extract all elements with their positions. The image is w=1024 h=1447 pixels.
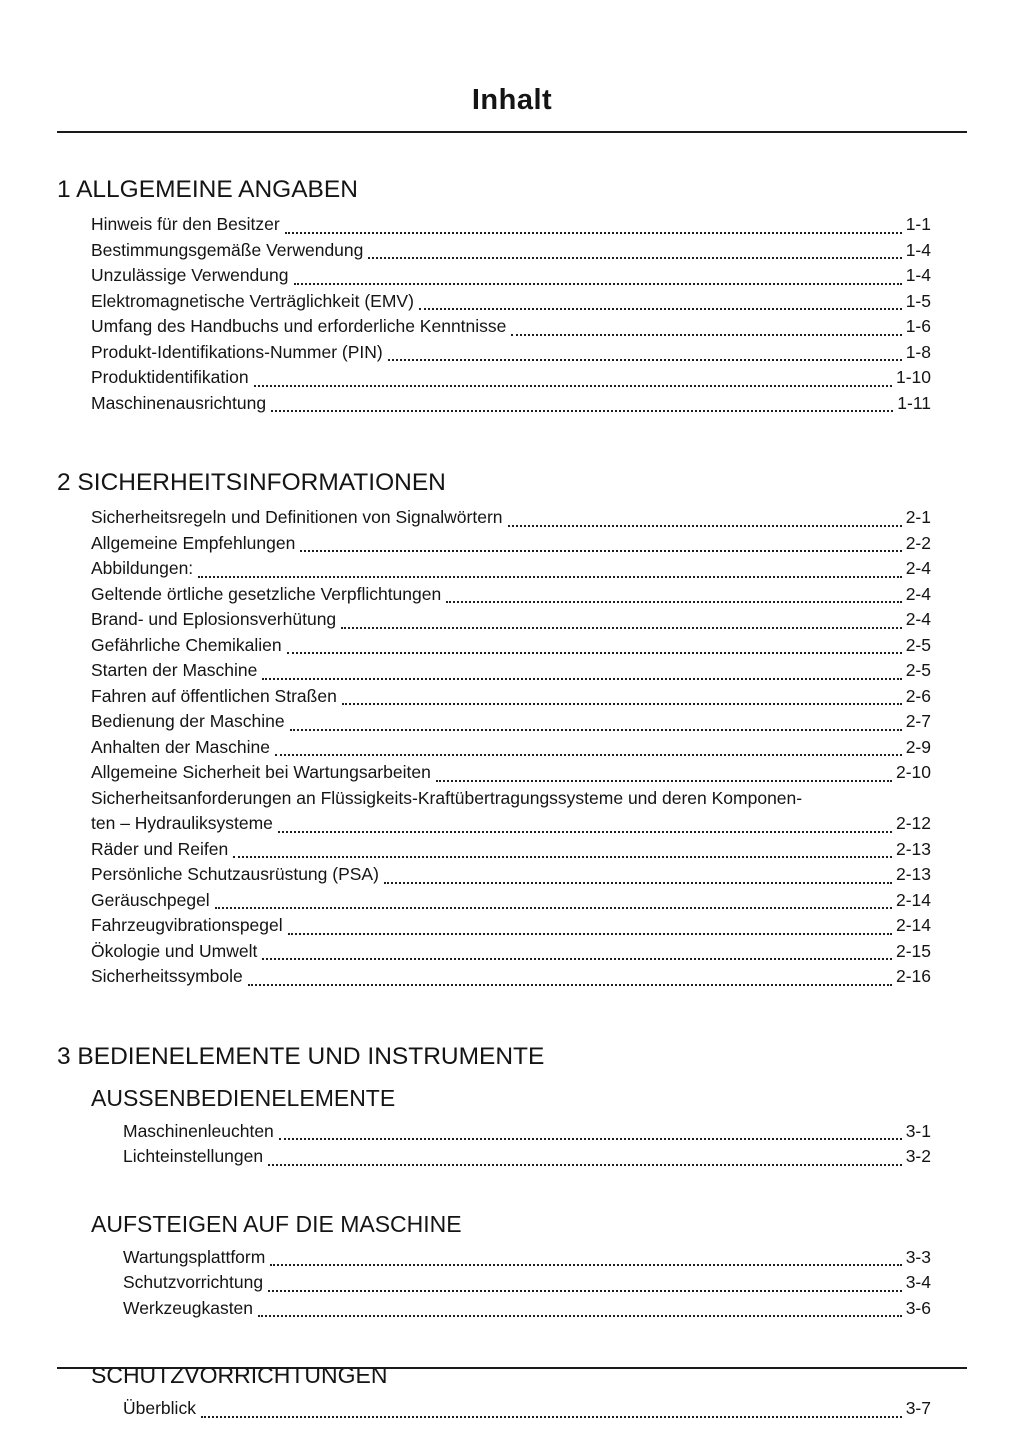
toc-section xyxy=(57,468,967,990)
page-number: 2-4 xyxy=(905,558,931,578)
dot-leader xyxy=(341,627,902,629)
toc-entry xyxy=(91,607,931,633)
entry-label: Sicherheitssymbole xyxy=(91,966,243,986)
entry-label: Abbildungen: xyxy=(91,558,194,578)
dot-leader xyxy=(279,1138,902,1140)
dot-leader xyxy=(290,729,902,731)
dot-leader xyxy=(368,257,901,259)
dot-leader xyxy=(258,1315,902,1317)
toc-section xyxy=(57,1042,967,1422)
dot-leader xyxy=(285,232,902,234)
toc-entry xyxy=(123,1296,931,1322)
entry-label: Gefährliche Chemikalien xyxy=(91,634,282,655)
toc-entry xyxy=(91,837,931,863)
toc-entries xyxy=(123,1119,931,1170)
entry-label: Wartungsplattform xyxy=(123,1246,266,1267)
entry-label: Lichteinstellungen xyxy=(123,1146,264,1166)
dot-leader xyxy=(288,933,892,935)
section-heading: 1 ALLGEMEINE ANGABEN xyxy=(57,176,358,203)
page-number: 2-4 xyxy=(905,609,931,629)
entry-label: Sicherheitsregeln und Definitionen von Signalwörtern xyxy=(91,507,503,527)
entry-label: Geltende örtliche gesetzliche Verpflichtungen xyxy=(91,583,442,604)
dot-leader xyxy=(248,984,892,986)
toc-entry xyxy=(91,582,931,608)
entry-label: Produktidentifikation xyxy=(91,367,249,387)
toc-entries xyxy=(91,212,931,416)
dot-leader xyxy=(254,385,892,387)
toc-entry xyxy=(123,1119,931,1145)
dot-leader xyxy=(287,652,902,654)
dot-leader xyxy=(300,550,901,552)
entry-label: Ökologie und Umwelt xyxy=(91,940,258,961)
page-number: 3-3 xyxy=(905,1246,931,1267)
toc-subsection xyxy=(57,1361,967,1422)
page-number: 2-7 xyxy=(905,711,931,731)
entry-label: Umfang des Handbuchs und erforderliche Kenntnisse xyxy=(91,316,507,336)
entry-label: Werkzeugkasten xyxy=(123,1297,254,1318)
entry-label: Anhalten der Maschine xyxy=(91,736,270,757)
toc-entry xyxy=(91,658,931,684)
entry-label: Allgemeine Empfehlungen xyxy=(91,532,296,553)
toc-entry xyxy=(91,391,931,417)
entry-label: Persönliche Schutzausrüstung (PSA) xyxy=(91,864,379,884)
dot-leader xyxy=(233,856,892,858)
toc-entry xyxy=(123,1270,931,1296)
entry-label: Fahren auf öffentlichen Straßen xyxy=(91,685,337,706)
entry-wrap-line: Sicherheitsanforderungen an Flüssigkeits-Kraftübertragungssysteme und deren Komponen- xyxy=(91,787,803,808)
page-number: 1-10 xyxy=(895,367,931,387)
dot-leader xyxy=(388,359,902,361)
entry-label: Brand- und Eplosionsverhütung xyxy=(91,609,337,629)
page-number: 1-5 xyxy=(905,290,931,311)
dot-leader xyxy=(436,780,892,782)
dot-leader xyxy=(278,831,892,833)
page-number: 1-4 xyxy=(905,239,931,260)
entry-label: Räder und Reifen xyxy=(91,838,229,859)
dot-leader xyxy=(508,525,902,527)
toc-entry xyxy=(91,263,931,289)
entry-label: Geräuschpegel xyxy=(91,889,210,910)
page-number: 2-5 xyxy=(905,634,931,655)
page-number: 1-6 xyxy=(905,316,931,336)
dot-leader xyxy=(275,754,902,756)
entry-label: Maschinenleuchten xyxy=(123,1120,274,1141)
entry-label: Bestimmungsgemäße Verwendung xyxy=(91,239,364,260)
subsection-heading: SCHUTZVORRICHTUNGEN xyxy=(91,1362,388,1388)
page-number: 3-4 xyxy=(905,1272,931,1292)
entry-label: Fahrzeugvibrationspegel xyxy=(91,915,283,935)
entry-label: Schutzvorrichtung xyxy=(123,1272,264,1292)
dot-leader xyxy=(215,907,892,909)
toc-entry xyxy=(91,709,931,735)
toc-entry xyxy=(91,888,931,914)
subsection-heading: AUSSENBEDIENELEMENTE xyxy=(91,1084,396,1111)
title-rule xyxy=(57,131,967,133)
page-number: 2-10 xyxy=(895,762,931,782)
toc-entry xyxy=(123,1245,931,1271)
page-number: 2-12 xyxy=(895,813,931,833)
toc-entries xyxy=(123,1396,931,1422)
entry-label: Produkt-Identifikations-Nummer (PIN) xyxy=(91,341,383,362)
toc-entry xyxy=(91,314,931,340)
dot-leader xyxy=(342,703,902,705)
toc-entry xyxy=(123,1396,931,1422)
bottom-rule xyxy=(57,1367,967,1369)
toc-entry xyxy=(91,862,931,888)
page-number: 3-6 xyxy=(905,1297,931,1318)
toc-entries xyxy=(91,505,931,990)
page-title: Inhalt xyxy=(471,84,553,116)
page-number: 2-4 xyxy=(905,583,931,604)
entry-label: Allgemeine Sicherheit bei Wartungsarbeiten xyxy=(91,762,431,782)
section-heading: 2 SICHERHEITSINFORMATIONEN xyxy=(57,469,446,496)
toc-entry xyxy=(91,633,931,659)
toc-subsection xyxy=(57,1210,967,1322)
toc-entry xyxy=(91,365,931,391)
toc-section xyxy=(57,175,967,416)
subsection-heading: AUFSTEIGEN AUF DIE MASCHINE xyxy=(91,1210,462,1237)
toc-entry xyxy=(91,212,931,238)
toc-entry xyxy=(91,505,931,531)
page-number: 1-11 xyxy=(897,392,931,413)
page-number: 2-6 xyxy=(905,685,931,706)
dot-leader xyxy=(446,601,901,603)
toc-entry xyxy=(91,760,931,786)
dot-leader xyxy=(294,283,902,285)
page-number: 2-13 xyxy=(895,838,931,859)
toc-sections xyxy=(57,175,967,1422)
page-number: 3-2 xyxy=(905,1146,931,1166)
toc-entry xyxy=(91,556,931,582)
toc-subsection xyxy=(57,1084,967,1170)
entry-label: Unzulässige Verwendung xyxy=(91,265,289,285)
page-number: 2-15 xyxy=(895,940,931,961)
entry-label: ten – Hydrauliksysteme xyxy=(91,813,273,833)
dot-leader xyxy=(384,882,892,884)
page-number: 2-1 xyxy=(905,507,931,527)
toc-entry xyxy=(91,939,931,965)
dot-leader xyxy=(198,576,902,578)
toc-entry xyxy=(91,340,931,366)
toc-entry xyxy=(91,811,931,837)
toc-entry xyxy=(91,913,931,939)
toc-entry xyxy=(91,531,931,557)
page-number: 2-16 xyxy=(895,966,931,986)
page-number: 2-14 xyxy=(895,889,931,910)
entry-label: Überblick xyxy=(123,1398,196,1418)
entry-label: Bedienung der Maschine xyxy=(91,711,285,731)
dot-leader xyxy=(262,678,901,680)
page-number: 2-9 xyxy=(905,736,931,757)
toc-entry xyxy=(123,1144,931,1170)
toc-entry xyxy=(91,684,931,710)
toc-entry xyxy=(91,238,931,264)
dot-leader xyxy=(270,1264,901,1266)
section-heading: 3 BEDIENELEMENTE UND INSTRUMENTE xyxy=(57,1042,545,1070)
entry-label: Starten der Maschine xyxy=(91,660,258,680)
page-number: 3-7 xyxy=(905,1398,931,1418)
dot-leader xyxy=(271,410,893,412)
toc-entry xyxy=(91,289,931,315)
toc-entry xyxy=(91,964,931,990)
page-number: 1-1 xyxy=(905,214,931,234)
entry-label: Hinweis für den Besitzer xyxy=(91,214,280,234)
dot-leader xyxy=(201,1416,902,1418)
page-number: 2-2 xyxy=(905,532,931,553)
page-number: 3-1 xyxy=(905,1120,931,1141)
dot-leader xyxy=(268,1290,902,1292)
page-number: 2-5 xyxy=(905,660,931,680)
dot-leader xyxy=(419,308,902,310)
dot-leader xyxy=(511,334,901,336)
dot-leader xyxy=(268,1164,902,1166)
entry-label: Maschinenausrichtung xyxy=(91,392,267,413)
entry-label: Elektromagnetische Verträglichkeit (EMV) xyxy=(91,290,414,311)
dot-leader xyxy=(262,958,892,960)
page-number: 2-14 xyxy=(895,915,931,935)
toc-entries xyxy=(123,1245,931,1322)
page-number: 2-13 xyxy=(895,864,931,884)
toc-entry xyxy=(91,735,931,761)
page-number: 1-4 xyxy=(905,265,931,285)
page-number: 1-8 xyxy=(905,341,931,362)
